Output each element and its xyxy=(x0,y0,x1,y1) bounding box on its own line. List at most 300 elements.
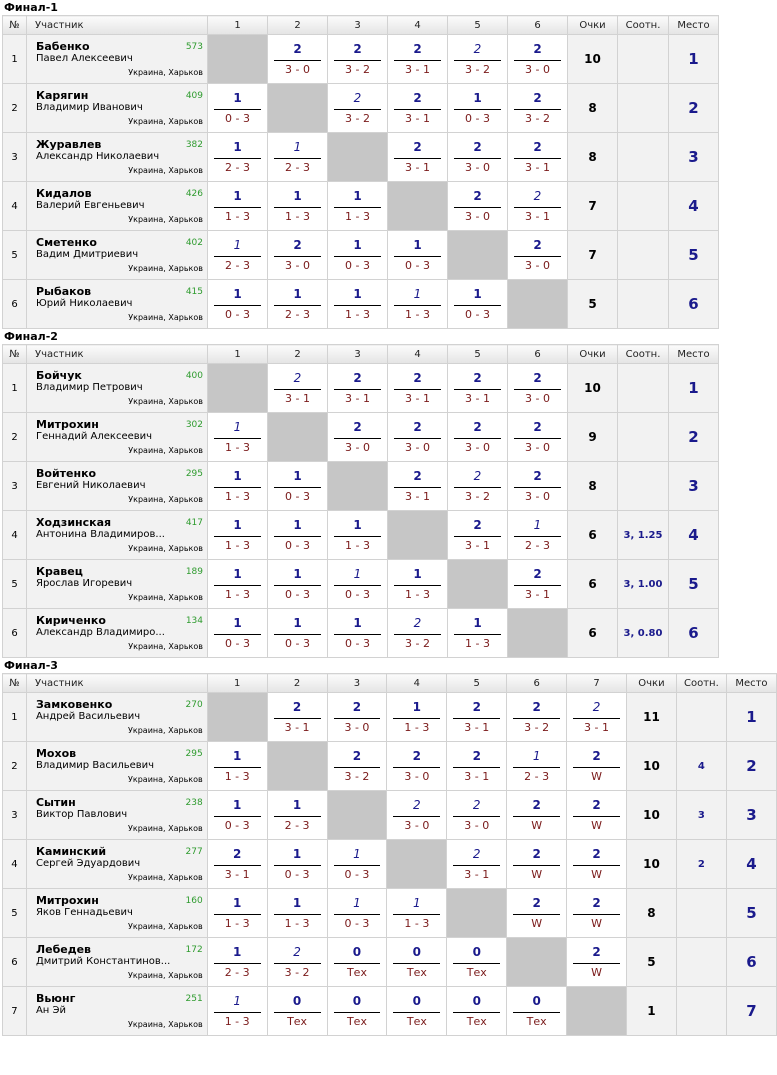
match-sets: 1 - 3 xyxy=(405,308,430,321)
final-place: 6 xyxy=(726,938,776,987)
match-points: 2 xyxy=(472,847,481,861)
player-rating: 426 xyxy=(185,189,203,199)
header-round: 2 xyxy=(268,16,328,35)
match-score-cell[interactable] xyxy=(447,791,507,840)
player-cell[interactable] xyxy=(26,889,207,938)
score-divider xyxy=(274,718,321,719)
player-surname[interactable]: Кидалов xyxy=(36,187,92,200)
match-score-cell[interactable] xyxy=(328,511,388,560)
header-round: 1 xyxy=(208,16,268,35)
match-score-cell[interactable] xyxy=(267,791,327,840)
match-score-cell[interactable] xyxy=(327,889,387,938)
player-surname[interactable]: Сметенко xyxy=(36,236,97,249)
player-first-name: Валерий Евгеньевич xyxy=(36,200,145,211)
match-sets: 2 - 3 xyxy=(525,539,550,552)
ratio-value xyxy=(618,280,669,329)
match-score-cell[interactable] xyxy=(448,511,508,560)
player-surname[interactable]: Журавлев xyxy=(36,138,102,151)
match-score-cell[interactable] xyxy=(508,511,568,560)
table-row xyxy=(3,364,719,413)
self-cell xyxy=(447,889,507,938)
match-score-cell[interactable] xyxy=(207,987,267,1036)
match-score-cell[interactable] xyxy=(387,791,447,840)
match-points: 2 xyxy=(592,945,601,959)
match-score-cell[interactable] xyxy=(328,280,388,329)
table-row xyxy=(3,84,719,133)
match-score-cell[interactable] xyxy=(508,413,568,462)
header-round: 1 xyxy=(208,345,268,364)
score-divider xyxy=(274,536,321,537)
match-points: 1 xyxy=(473,616,482,630)
player-cell[interactable] xyxy=(27,84,208,133)
player-surname[interactable]: Бабенко xyxy=(36,40,90,53)
match-score-cell[interactable] xyxy=(268,364,328,413)
final-place: 5 xyxy=(726,889,776,938)
match-score-cell[interactable] xyxy=(328,560,388,609)
player-rating: 295 xyxy=(185,469,203,479)
match-score-cell[interactable] xyxy=(268,609,328,658)
match-score-cell[interactable] xyxy=(328,364,388,413)
player-cell[interactable] xyxy=(26,938,207,987)
match-score-cell[interactable] xyxy=(387,889,447,938)
match-sets: 1 - 3 xyxy=(225,588,250,601)
player-surname[interactable]: Войтенко xyxy=(36,467,97,480)
match-score-cell[interactable] xyxy=(508,182,568,231)
row-number: 1 xyxy=(3,364,27,413)
score-divider xyxy=(274,487,321,488)
match-score-cell[interactable] xyxy=(328,231,388,280)
player-first-name: Антонина Владимиров... xyxy=(36,529,165,540)
match-sets: 1 - 3 xyxy=(225,490,250,503)
player-cell[interactable] xyxy=(27,280,208,329)
score-divider xyxy=(334,585,381,586)
match-score-cell[interactable] xyxy=(447,938,507,987)
match-score-cell[interactable] xyxy=(448,35,508,84)
player-first-name: Павел Алексеевич xyxy=(36,53,133,64)
match-score-cell[interactable] xyxy=(567,938,627,987)
row-number: 4 xyxy=(3,511,27,560)
match-score-cell[interactable] xyxy=(508,133,568,182)
match-sets: 3 - 2 xyxy=(345,63,370,76)
match-score-cell[interactable] xyxy=(388,84,448,133)
row-number: 2 xyxy=(3,84,27,133)
match-sets: 0 - 3 xyxy=(345,588,370,601)
player-cell[interactable] xyxy=(27,609,208,658)
player-surname[interactable]: Митрохин xyxy=(36,418,99,431)
score-divider xyxy=(274,158,321,159)
player-surname[interactable]: Вьюнг xyxy=(35,992,76,1005)
match-score-cell[interactable] xyxy=(328,182,388,231)
player-cell[interactable] xyxy=(26,791,207,840)
final-place: 1 xyxy=(669,364,719,413)
ratio-value xyxy=(618,35,669,84)
match-points: 1 xyxy=(353,287,362,301)
match-score-cell[interactable] xyxy=(447,987,507,1036)
match-score-cell[interactable] xyxy=(387,987,447,1036)
score-divider xyxy=(334,109,381,110)
match-score-cell[interactable] xyxy=(327,693,387,742)
match-score-cell[interactable] xyxy=(388,560,448,609)
match-sets: 3 - 0 xyxy=(285,63,310,76)
table-row xyxy=(3,938,777,987)
match-score-cell[interactable] xyxy=(567,840,627,889)
player-surname[interactable]: Кравец xyxy=(36,565,83,578)
score-divider xyxy=(393,914,440,915)
match-score-cell[interactable] xyxy=(388,133,448,182)
player-cell[interactable] xyxy=(26,987,207,1036)
match-points: 1 xyxy=(353,238,362,252)
match-score-cell[interactable] xyxy=(207,938,267,987)
match-score-cell[interactable] xyxy=(388,231,448,280)
match-sets: 3 - 0 xyxy=(285,259,310,272)
total-points: 6 xyxy=(568,609,618,658)
match-score-cell[interactable] xyxy=(507,840,567,889)
match-score-cell[interactable] xyxy=(268,511,328,560)
match-score-cell[interactable] xyxy=(328,84,388,133)
match-score-cell[interactable] xyxy=(207,889,267,938)
row-number: 3 xyxy=(3,133,27,182)
row-number: 1 xyxy=(3,35,27,84)
player-city: Украина, Харьков xyxy=(128,922,203,931)
match-score-cell[interactable] xyxy=(388,462,448,511)
match-score-cell[interactable] xyxy=(447,742,507,791)
ratio-value: 3, 1.00 xyxy=(618,560,669,609)
match-score-cell[interactable] xyxy=(267,938,327,987)
match-score-cell[interactable] xyxy=(388,364,448,413)
player-surname[interactable]: Митрохин xyxy=(35,894,99,907)
match-score-cell[interactable] xyxy=(447,693,507,742)
match-score-cell[interactable] xyxy=(327,742,387,791)
match-points: 2 xyxy=(413,469,422,483)
match-score-cell[interactable] xyxy=(508,35,568,84)
score-divider xyxy=(454,158,501,159)
player-surname[interactable]: Рыбаков xyxy=(36,285,92,298)
score-divider xyxy=(454,60,501,61)
match-score-cell[interactable] xyxy=(508,231,568,280)
match-points: 1 xyxy=(473,287,482,301)
match-score-cell[interactable] xyxy=(207,742,267,791)
player-cell[interactable] xyxy=(27,462,208,511)
match-score-cell[interactable] xyxy=(448,462,508,511)
ratio-value xyxy=(618,364,669,413)
match-score-cell[interactable] xyxy=(208,182,268,231)
player-city: Украина, Харьков xyxy=(128,642,203,651)
player-surname[interactable]: Бойчук xyxy=(36,369,82,382)
player-cell[interactable] xyxy=(27,35,208,84)
match-points: 2 xyxy=(352,700,362,714)
player-city: Украина, Харьков xyxy=(128,775,203,784)
total-points: 10 xyxy=(626,840,676,889)
match-score-cell[interactable] xyxy=(388,413,448,462)
match-score-cell[interactable] xyxy=(268,182,328,231)
match-sets: 1 - 3 xyxy=(345,210,370,223)
self-cell xyxy=(448,231,508,280)
match-points: 2 xyxy=(533,140,542,154)
match-score-cell[interactable] xyxy=(448,609,508,658)
match-points: 1 xyxy=(233,189,242,203)
match-sets: W xyxy=(531,917,543,930)
player-cell[interactable] xyxy=(27,231,208,280)
match-sets: 3 - 0 xyxy=(404,770,430,783)
match-sets: 1 - 3 xyxy=(405,588,430,601)
match-score-cell[interactable] xyxy=(208,231,268,280)
match-sets: 3 - 0 xyxy=(465,210,490,223)
match-score-cell[interactable] xyxy=(268,462,328,511)
match-points: 1 xyxy=(293,189,302,203)
match-score-cell[interactable] xyxy=(448,364,508,413)
match-score-cell[interactable] xyxy=(387,693,447,742)
match-sets: 1 - 3 xyxy=(465,637,490,650)
player-surname[interactable]: Замковенко xyxy=(35,698,113,711)
match-sets: W xyxy=(531,819,543,832)
match-score-cell[interactable] xyxy=(388,280,448,329)
player-cell[interactable] xyxy=(26,742,207,791)
score-divider xyxy=(573,816,620,817)
match-sets: 2 - 3 xyxy=(224,966,250,979)
score-divider xyxy=(334,305,381,306)
match-score-cell[interactable] xyxy=(268,133,328,182)
match-points: 1 xyxy=(412,700,422,714)
match-score-cell[interactable] xyxy=(448,133,508,182)
match-score-cell[interactable] xyxy=(327,938,387,987)
final-place: 4 xyxy=(726,840,776,889)
match-points: 2 xyxy=(533,91,542,105)
match-points: 2 xyxy=(413,42,422,56)
header-round: 3 xyxy=(327,674,387,693)
match-score-cell[interactable] xyxy=(567,791,627,840)
match-points: 2 xyxy=(533,238,542,252)
match-points: 1 xyxy=(293,518,302,532)
match-score-cell[interactable] xyxy=(208,609,268,658)
player-city: Украина, Харьков xyxy=(128,544,203,553)
player-cell[interactable] xyxy=(27,182,208,231)
score-divider xyxy=(214,914,261,915)
table-row xyxy=(3,889,777,938)
player-surname[interactable]: Мохов xyxy=(35,747,77,760)
match-points: 2 xyxy=(473,420,482,434)
total-points: 9 xyxy=(568,413,618,462)
match-score-cell[interactable] xyxy=(268,560,328,609)
total-points: 10 xyxy=(626,742,676,791)
match-sets: 3 - 0 xyxy=(525,490,550,503)
match-sets: 1 - 3 xyxy=(404,917,430,930)
match-score-cell[interactable] xyxy=(328,413,388,462)
self-cell xyxy=(448,560,508,609)
score-divider xyxy=(274,914,321,915)
player-surname[interactable]: Кириченко xyxy=(36,614,106,627)
match-points: 1 xyxy=(353,518,362,532)
match-score-cell[interactable] xyxy=(448,182,508,231)
match-score-cell[interactable] xyxy=(567,889,627,938)
match-score-cell[interactable] xyxy=(327,987,387,1036)
score-divider xyxy=(393,718,440,719)
match-score-cell[interactable] xyxy=(447,840,507,889)
match-sets: 0 - 3 xyxy=(284,868,310,881)
match-sets: 3 - 2 xyxy=(525,112,550,125)
header-round: 7 xyxy=(567,674,627,693)
match-score-cell[interactable] xyxy=(208,560,268,609)
match-points: 1 xyxy=(233,798,242,812)
score-divider xyxy=(394,438,441,439)
total-points: 5 xyxy=(626,938,676,987)
match-score-cell[interactable] xyxy=(208,280,268,329)
score-divider xyxy=(274,634,321,635)
match-points: 1 xyxy=(292,847,302,861)
match-points: 0 xyxy=(412,994,422,1008)
player-cell[interactable] xyxy=(27,560,208,609)
match-score-cell[interactable] xyxy=(508,560,568,609)
match-score-cell[interactable] xyxy=(507,742,567,791)
player-surname[interactable]: Каминский xyxy=(35,845,107,858)
ratio-value xyxy=(618,84,669,133)
match-score-cell[interactable] xyxy=(208,511,268,560)
match-points: 2 xyxy=(532,700,541,714)
match-score-cell[interactable] xyxy=(387,938,447,987)
score-divider xyxy=(573,914,620,915)
match-score-cell[interactable] xyxy=(507,693,567,742)
match-points: 2 xyxy=(473,518,482,532)
match-sets: 2 - 3 xyxy=(284,819,310,832)
match-sets: 3 - 2 xyxy=(344,770,370,783)
match-score-cell[interactable] xyxy=(268,35,328,84)
match-sets: 3 - 0 xyxy=(404,819,430,832)
player-cell[interactable] xyxy=(27,133,208,182)
match-sets: 1 - 3 xyxy=(345,308,370,321)
player-cell[interactable] xyxy=(26,840,207,889)
score-divider xyxy=(214,158,261,159)
match-score-cell[interactable] xyxy=(267,987,327,1036)
score-divider xyxy=(454,109,501,110)
match-score-cell[interactable] xyxy=(328,35,388,84)
match-sets: 3 - 1 xyxy=(465,392,490,405)
player-city: Украина, Харьков xyxy=(128,495,203,504)
header-round: 3 xyxy=(328,16,388,35)
score-divider xyxy=(513,865,560,866)
score-divider xyxy=(573,718,620,719)
row-number: 2 xyxy=(3,742,27,791)
match-score-cell[interactable] xyxy=(268,280,328,329)
player-surname[interactable]: Сытин xyxy=(35,796,76,809)
match-score-cell[interactable] xyxy=(567,693,627,742)
match-score-cell[interactable] xyxy=(567,742,627,791)
match-sets: 0 - 3 xyxy=(405,259,430,272)
match-score-cell[interactable] xyxy=(267,889,327,938)
match-points: 2 xyxy=(352,749,362,763)
match-score-cell[interactable] xyxy=(328,609,388,658)
match-score-cell[interactable] xyxy=(388,35,448,84)
match-points: 2 xyxy=(473,140,482,154)
match-score-cell[interactable] xyxy=(208,413,268,462)
player-rating: 573 xyxy=(185,42,203,52)
score-divider xyxy=(454,389,501,390)
header-place: Место xyxy=(726,674,776,693)
header-round: 5 xyxy=(448,345,508,364)
score-divider xyxy=(394,585,441,586)
match-score-cell[interactable] xyxy=(507,791,567,840)
match-score-cell[interactable] xyxy=(448,84,508,133)
match-sets: 1 - 3 xyxy=(225,210,250,223)
final-place: 3 xyxy=(726,791,776,840)
match-score-cell[interactable] xyxy=(268,231,328,280)
match-score-cell[interactable] xyxy=(208,462,268,511)
self-cell xyxy=(388,182,448,231)
match-sets: 3 - 0 xyxy=(465,161,490,174)
match-sets: 0 - 3 xyxy=(345,259,370,272)
self-cell xyxy=(387,840,447,889)
score-divider xyxy=(454,487,501,488)
score-divider xyxy=(514,60,561,61)
match-sets: Тех xyxy=(346,966,367,979)
total-points: 8 xyxy=(568,462,618,511)
match-score-cell[interactable] xyxy=(208,133,268,182)
player-first-name: Евгений Николаевич xyxy=(36,480,146,491)
player-cell[interactable] xyxy=(26,693,207,742)
ratio-value xyxy=(676,889,726,938)
match-score-cell[interactable] xyxy=(508,364,568,413)
match-points: 2 xyxy=(472,798,481,812)
match-score-cell[interactable] xyxy=(508,462,568,511)
score-divider xyxy=(334,438,381,439)
match-score-cell[interactable] xyxy=(388,609,448,658)
ratio-value xyxy=(676,987,726,1036)
table-row xyxy=(3,840,777,889)
match-score-cell[interactable] xyxy=(208,84,268,133)
match-score-cell[interactable] xyxy=(508,84,568,133)
match-score-cell[interactable] xyxy=(507,889,567,938)
player-surname[interactable]: Лебедев xyxy=(35,943,92,956)
score-divider xyxy=(514,158,561,159)
match-points: 1 xyxy=(533,518,542,532)
match-score-cell[interactable] xyxy=(267,693,327,742)
self-cell xyxy=(508,280,568,329)
match-score-cell[interactable] xyxy=(448,280,508,329)
player-surname[interactable]: Ходзинская xyxy=(36,516,112,529)
player-cell[interactable] xyxy=(27,364,208,413)
player-cell[interactable] xyxy=(27,413,208,462)
results-table xyxy=(2,344,719,658)
table-row xyxy=(3,413,719,462)
match-sets: 3 - 0 xyxy=(525,63,550,76)
match-points: 1 xyxy=(233,616,242,630)
match-points: 1 xyxy=(233,896,242,910)
match-score-cell[interactable] xyxy=(448,413,508,462)
match-points: 1 xyxy=(413,567,422,581)
match-score-cell[interactable] xyxy=(267,840,327,889)
final-place: 2 xyxy=(726,742,776,791)
match-sets: 0 - 3 xyxy=(225,112,250,125)
match-score-cell[interactable] xyxy=(507,987,567,1036)
match-points: 2 xyxy=(292,700,302,714)
match-score-cell[interactable] xyxy=(207,840,267,889)
match-sets: 3 - 1 xyxy=(224,868,250,881)
match-sets: 0 - 3 xyxy=(465,112,490,125)
score-divider xyxy=(393,767,440,768)
total-points: 8 xyxy=(568,84,618,133)
self-cell xyxy=(328,462,388,511)
match-score-cell[interactable] xyxy=(387,742,447,791)
match-score-cell[interactable] xyxy=(207,791,267,840)
table-row xyxy=(3,742,777,791)
player-rating: 172 xyxy=(185,945,203,955)
row-number: 5 xyxy=(3,231,27,280)
score-divider xyxy=(214,816,261,817)
player-cell[interactable] xyxy=(27,511,208,560)
final-place: 6 xyxy=(669,609,719,658)
score-divider xyxy=(573,767,620,768)
player-surname[interactable]: Карягин xyxy=(36,89,89,102)
match-score-cell[interactable] xyxy=(327,840,387,889)
header-round: 3 xyxy=(328,345,388,364)
